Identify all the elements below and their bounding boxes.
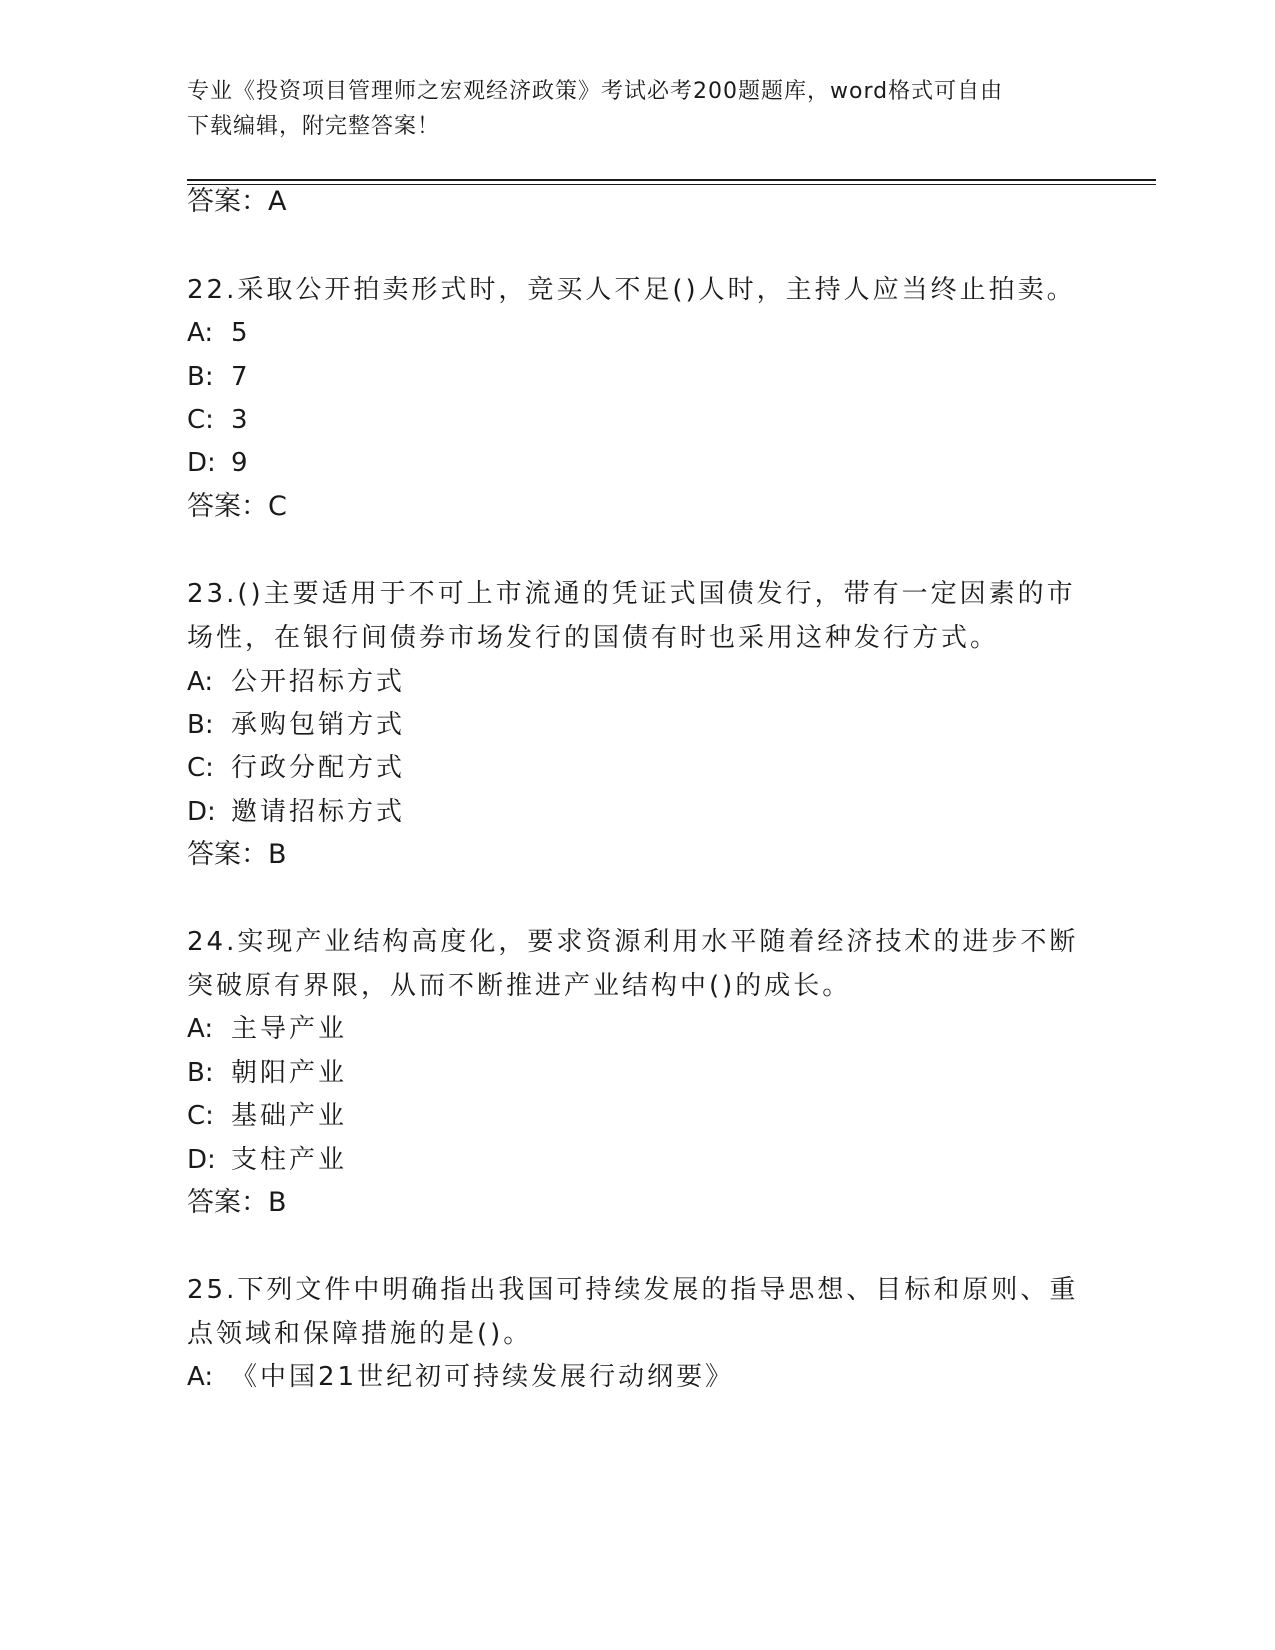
option-letter: B: <box>187 710 214 740</box>
question-stem: 23.()主要适用于不可上市流通的凭证式国债发行，带有一定因素的市 <box>187 579 1076 609</box>
option-a <box>187 1014 347 1044</box>
option-letter: D: <box>187 448 216 478</box>
question-stem: 点领域和保障措施的是()。 <box>187 1319 533 1349</box>
option-text: 7 <box>231 362 251 392</box>
option-d <box>187 797 405 827</box>
previous-answer: 答案：A <box>187 186 287 217</box>
option-text: 承购包销方式 <box>231 710 406 740</box>
option-letter: D: <box>187 797 216 827</box>
option-letter: A: <box>187 1014 214 1044</box>
option-d <box>187 448 251 478</box>
option-b <box>187 1058 347 1088</box>
question-stem: 场性，在银行间债券市场发行的国债有时也采用这种发行方式。 <box>187 623 1000 653</box>
option-text: 基础产业 <box>231 1101 348 1131</box>
document-header <box>187 74 1087 144</box>
option-text: 支柱产业 <box>231 1145 348 1175</box>
option-c <box>187 1101 347 1131</box>
option-a <box>187 1362 734 1392</box>
question-stem: 突破原有界限，从而不断推进产业结构中()的成长。 <box>187 971 852 1001</box>
option-text: 公开招标方式 <box>231 667 406 697</box>
header-line-1: 专业《投资项目管理师之宏观经济政策》考试必考200题题库，word格式可自由 <box>187 79 1004 104</box>
option-c <box>187 753 405 783</box>
option-letter: B: <box>187 362 214 392</box>
question-stem: 22.采取公开拍卖形式时，竞买人不足()人时，主持人应当终止拍卖。 <box>187 275 1076 305</box>
option-text: 朝阳产业 <box>231 1058 348 1088</box>
option-text: 3 <box>231 405 251 435</box>
option-text: 5 <box>231 318 251 348</box>
option-text: 邀请招标方式 <box>231 797 406 827</box>
option-a <box>187 667 405 697</box>
option-letter: C: <box>187 1101 214 1131</box>
option-c <box>187 405 251 435</box>
option-letter: C: <box>187 405 214 435</box>
header-line-2: 下载编辑，附完整答案！ <box>187 114 441 139</box>
question-stem: 24.实现产业结构高度化，要求资源利用水平随着经济技术的进步不断 <box>187 927 1079 957</box>
question-stem: 25.下列文件中明确指出我国可持续发展的指导思想、目标和原则、重 <box>187 1275 1079 1305</box>
option-letter: A: <box>187 1362 214 1392</box>
answer: 答案：C <box>187 491 287 522</box>
option-letter: B: <box>187 1058 214 1088</box>
option-text: 《中国21世纪初可持续发展行动纲要》 <box>231 1362 735 1392</box>
answer: 答案：B <box>187 1187 287 1218</box>
option-letter: A: <box>187 667 214 697</box>
option-b <box>187 710 405 740</box>
option-letter: D: <box>187 1145 216 1175</box>
header-rule-thick <box>187 179 1156 181</box>
option-letter: A: <box>187 318 214 348</box>
header-rule-thin <box>187 184 1156 185</box>
option-text: 9 <box>231 448 251 478</box>
option-b <box>187 362 251 392</box>
answer: 答案：B <box>187 839 287 870</box>
option-a <box>187 318 251 348</box>
option-d <box>187 1145 347 1175</box>
option-letter: C: <box>187 753 214 783</box>
option-text: 主导产业 <box>231 1014 348 1044</box>
option-text: 行政分配方式 <box>231 753 406 783</box>
